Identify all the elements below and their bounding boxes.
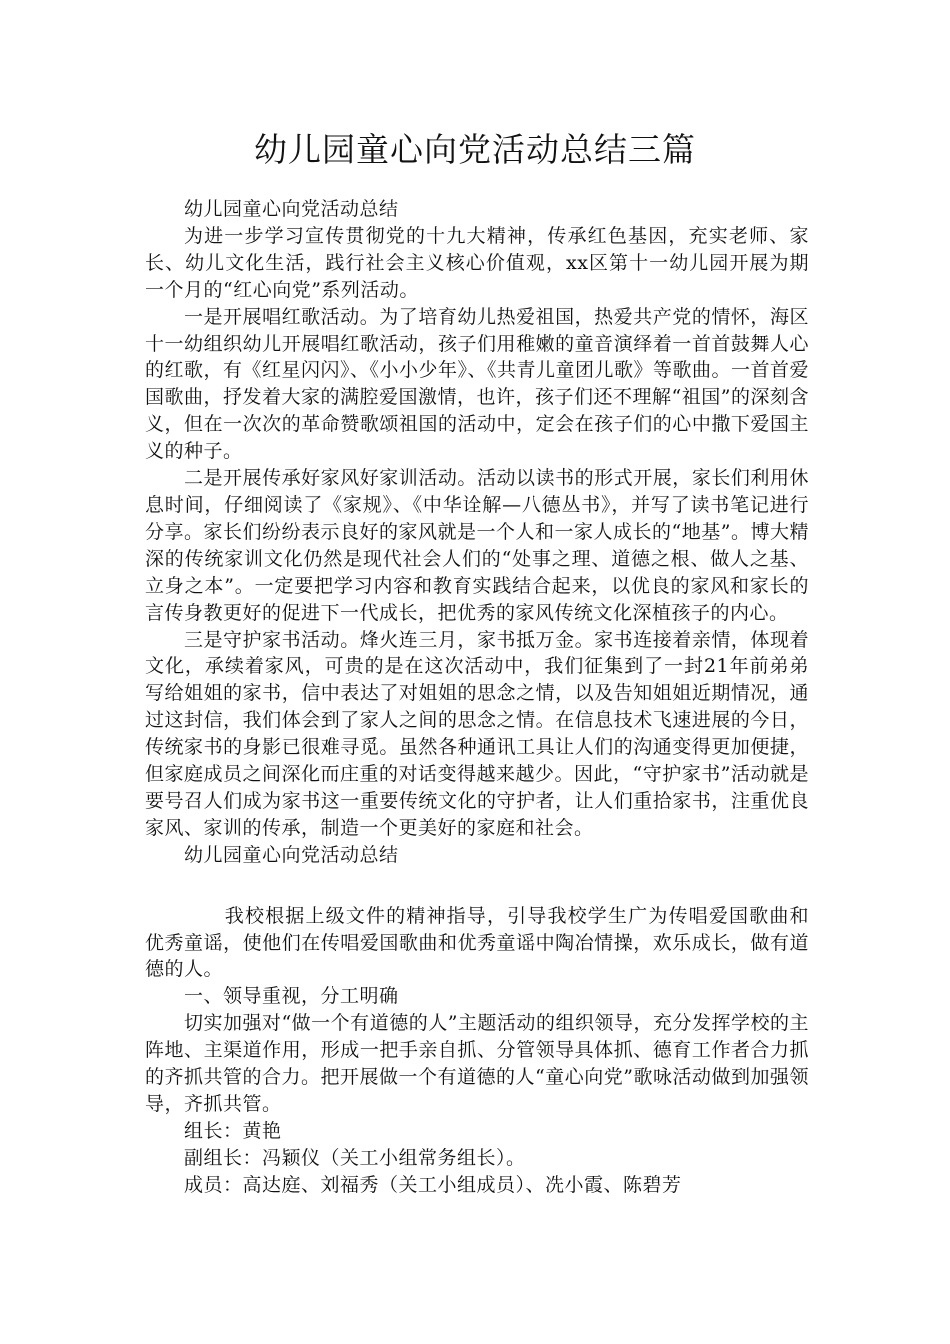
section2-intro: 我校根据上级文件的精神指导，引导我校学生广为传唱爱国歌曲和优秀童谣，使他们在传唱爱国歌曲和优秀童谣中陶冶情操，欢乐成长，做有道德的人。 (145, 904, 809, 981)
section2-leader: 组长：黄艳 (183, 1119, 282, 1142)
section1-paragraph-2: 一是开展唱红歌活动。为了培育幼儿热爱祖国，热爱共产党的情怀，海区十一幼组织幼儿开展唱红歌活动，孩子们用稚嫩的童音演绎着一首首鼓舞人心的红歌，有《红星闪闪》、《小小少年》、《共青儿童团儿歌》等歌曲。一首首爱国歌曲，抒发着大家的满腔爱国激情，也许，孩子们还不理解“祖国”的深刻含义，但在一次次的革命赞歌颂祖国的活动中，定会在孩子们的心中撒下爱国主义的种子。 (145, 305, 810, 463)
section1-paragraph-4: 三是守护家书活动。烽火连三月，家书抵万金。家书连接着亲情，体现着文化，承续着家风，可贵的是在这次活动中，我们征集到了一封21年前弟弟写给姐姐的家书，信中表达了对姐姐的思念之情，以及告知姐姐近期情况，通过这封信，我们体会到了家人之间的思念之情。在信息技术飞速进展的今日，传统家书的身影已很难寻觅。虽然各种通讯工具让人们的沟通变得更加便捷，但家庭成员之间深化而庄重的对话变得越来越少。因此，“守护家书”活动就是要号召人们成为家书这一重要传统文化的守护者，让人们重拾家书，注重优良家风、家训的传承，制造一个更美好的家庭和社会。 (145, 628, 809, 839)
section1-paragraph-1: 为进一步学习宣传贯彻党的十九大精神，传承红色基因，充实老师、家长、幼儿文化生活，践行社会主义核心价值观，xx区第十一幼儿园开展为期一个月的“红心向党”系列活动。 (145, 224, 809, 301)
section2-subheading: 一、领导重视，分工明确 (183, 985, 399, 1008)
document-title: 幼儿园童心向党活动总结三篇 (254, 130, 696, 169)
document-body (145, 196, 809, 1199)
section2-paragraph: 切实加强对“做一个有道德的人”主题活动的组织领导，充分发挥学校的主阵地、主渠道作用，形成一把手亲自抓、分管领导具体抓、德育工作者合力抓的齐抓共管的合力。把开展做一个有道德的人“童心向党”歌咏活动做到加强领导，齐抓共管。 (145, 1012, 809, 1115)
section2-heading: 幼儿园童心向党活动总结 (183, 843, 399, 866)
section1-paragraph-3: 二是开展传承好家风好家训活动。活动以读书的形式开展，家长们利用休息时间，仔细阅读了《家规》、《中华诠解—八德丛书》，并写了读书笔记进行分享。家长们纷纷表示良好的家风就是一个人和一家人成长的“地基”。博大精深的传统家训文化仍然是现代社会人们的“处事之理、道德之根、做人之基、立身之本”。一定要把学习内容和教育实践结合起来，以优良的家风和家长的言传身教更好的促进下一代成长，把优秀的家风传统文化深植孩子的内心。 (145, 467, 809, 624)
section2-deputy: 副组长：冯颖仪（关工小组常务组长）。 (183, 1146, 526, 1169)
section2-members: 成员：高达庭、刘福秀（关工小组成员）、冼小霞、陈碧芳 (183, 1173, 682, 1196)
blank-line (145, 869, 809, 903)
section1-heading: 幼儿园童心向党活动总结 (183, 198, 399, 220)
